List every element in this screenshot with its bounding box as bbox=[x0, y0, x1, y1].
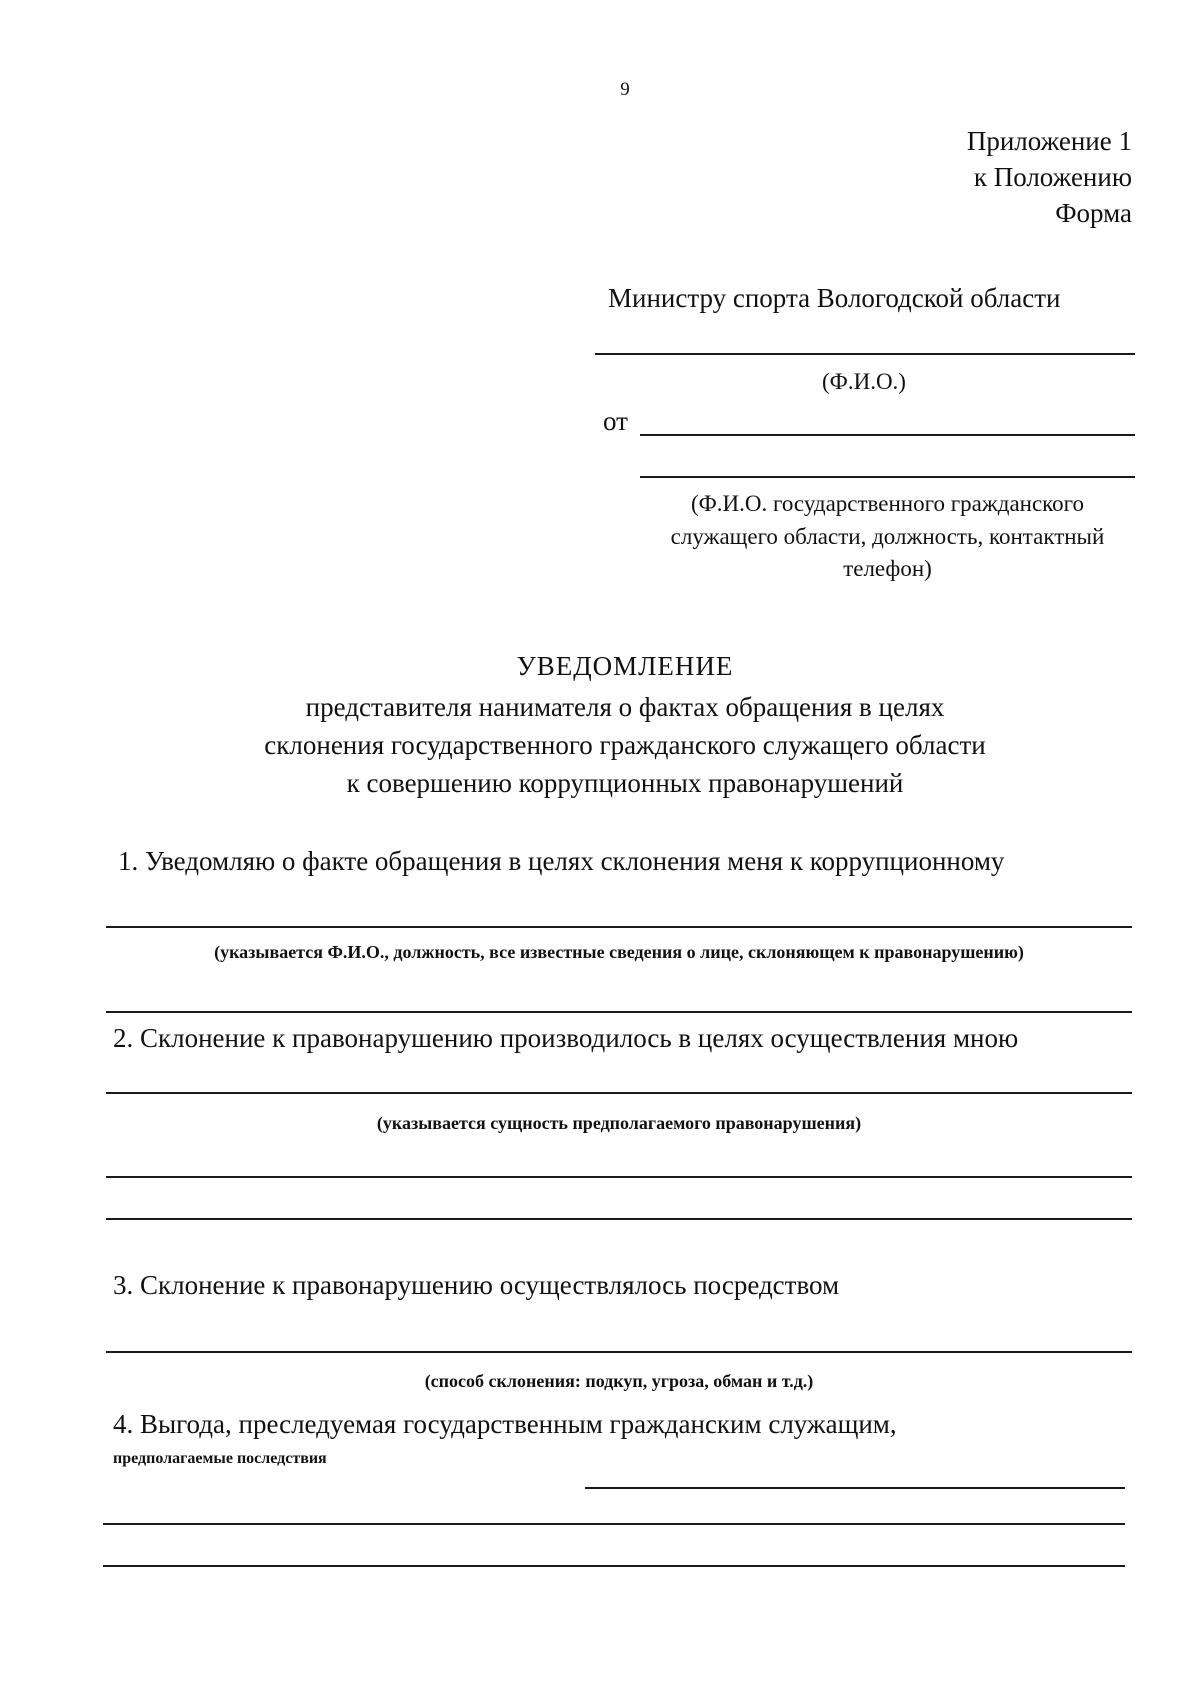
item-4-line-3 bbox=[103, 1565, 1125, 1567]
notice-subtitle-3: к совершению коррупционных правонарушений bbox=[346, 768, 904, 798]
addressee-fio-hint: (Ф.И.О.) bbox=[822, 369, 906, 394]
item-2-text: 2. Склонение к правонарушению производилось в целях осуществления мною bbox=[113, 1023, 1019, 1053]
item-1-line bbox=[106, 926, 1132, 928]
item-4-text: 4. Выгода, преследуемая государственным гражданским служащим, bbox=[113, 1409, 897, 1439]
item-2-line-3 bbox=[106, 1218, 1132, 1220]
item-3-hint: (способ склонения: подкуп, угроза, обман и т.д.) bbox=[424, 1371, 814, 1391]
item-1-line-2 bbox=[106, 1011, 1132, 1013]
sender-hint-2: служащего области, должность, контактный bbox=[670, 524, 1105, 549]
item-3-text: 3. Склонение к правонарушению осуществлялось посредством bbox=[113, 1270, 840, 1300]
sender-line-2 bbox=[640, 476, 1135, 478]
notice-subtitle-1: представителя нанимателя о фактах обращения в целях bbox=[305, 692, 945, 722]
appendix-label: Приложение 1 bbox=[966, 126, 1132, 156]
item-4-hint: предполагаемые последствия bbox=[113, 1450, 327, 1467]
item-2-line bbox=[106, 1092, 1132, 1094]
regulation-label: к Положению bbox=[973, 162, 1132, 192]
from-label: от bbox=[603, 406, 628, 436]
item-2-line-2 bbox=[106, 1176, 1132, 1178]
sender-line-1 bbox=[640, 434, 1135, 436]
sender-hint-1: (Ф.И.О. государственного гражданского bbox=[690, 491, 1085, 516]
item-4-line-1 bbox=[585, 1487, 1125, 1489]
item-1-text: 1. Уведомляю о факте обращения в целях склонения меня к коррупционному bbox=[118, 846, 1005, 876]
notice-subtitle-2: склонения государственного гражданского служащего области bbox=[264, 730, 986, 760]
item-4-line-2 bbox=[103, 1523, 1125, 1525]
item-2-hint: (указывается сущность предполагаемого правонарушения) bbox=[376, 1113, 862, 1133]
item-3-line bbox=[106, 1351, 1132, 1353]
item-1-hint: (указывается Ф.И.О., должность, все известные сведения о лице, склоняющем к правонарушению) bbox=[214, 942, 1024, 962]
page-number: 9 bbox=[620, 79, 630, 100]
notice-title: УВЕДОМЛЕНИЕ bbox=[516, 651, 734, 681]
addressee-fio-line bbox=[595, 353, 1135, 355]
form-label: Форма bbox=[1055, 198, 1132, 228]
addressee-to: Министру спорта Вологодской области bbox=[608, 283, 1061, 313]
sender-hint-3: телефон) bbox=[843, 556, 932, 581]
